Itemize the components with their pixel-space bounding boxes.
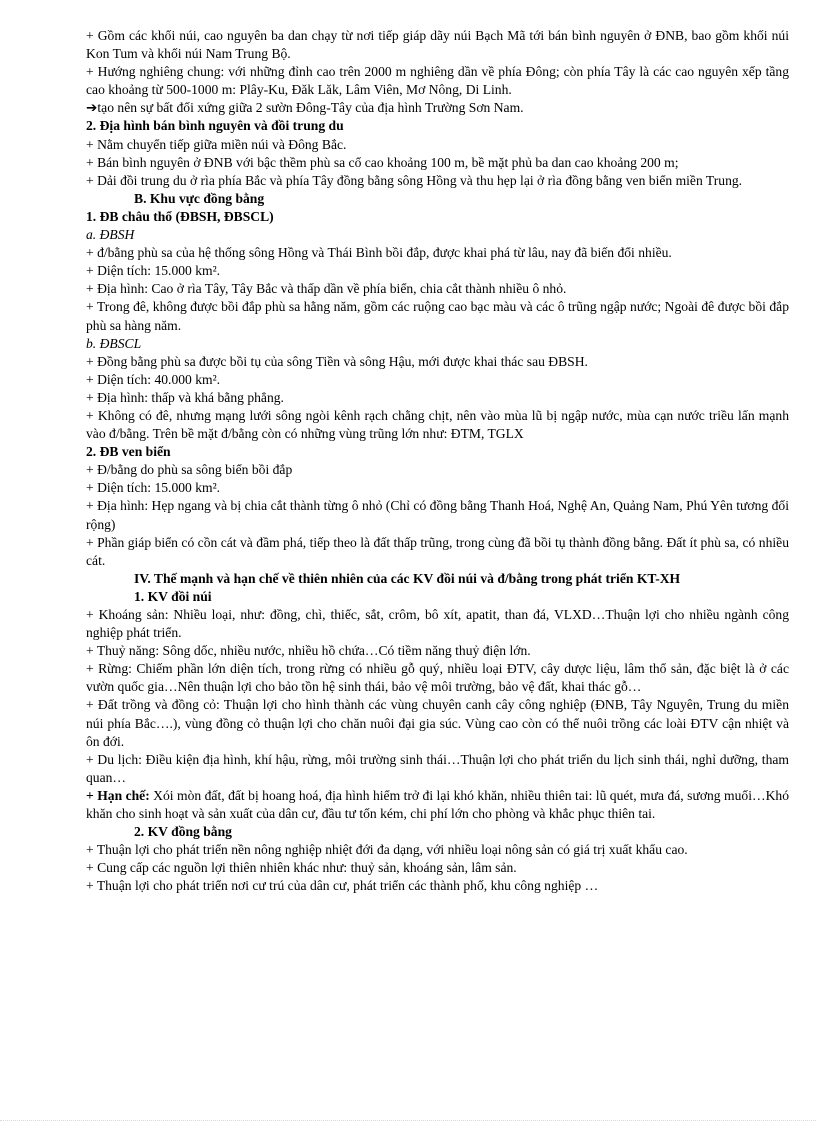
arrow-icon: ➔: [86, 100, 98, 116]
paragraph: [86, 787, 789, 823]
paragraph: + Du lịch: Điều kiện địa hình, khí hậu, rừng, môi trường sinh thái…Thuận lợi cho phát triển du lịch sinh thái, nghỉ dưỡng, tham quan…: [86, 751, 789, 785]
section-heading: 2. Địa hình bán bình nguyên và đồi trung du: [86, 118, 344, 134]
paragraph: + Diện tích: 40.000 km².: [86, 371, 221, 387]
paragraph: + Không có đê, nhưng mạng lưới sông ngòi kênh rạch chằng chịt, nên vào mùa lũ bị ngập nước, mùa cạn nước triều lấn mạnh vào đ/bằng. Trên bề mặt đ/bằng còn có những vùng trũng lớn như: ĐTM, TGLX: [86, 407, 789, 442]
paragraph: + Gồm các khối núi, cao nguyên ba dan chạy từ nơi tiếp giáp dãy núi Bạch Mã tới bán bình nguyên ở ĐNB, bao gồm khối núi Kon Tum và khối núi Nam Trung Bộ.: [86, 28, 789, 62]
section-heading: B. Khu vực đồng bằng: [134, 190, 265, 206]
page-bottom-divider: [0, 1120, 816, 1121]
paragraph: + Thuỷ năng: Sông dốc, nhiều nước, nhiều hồ chứa…Có tiềm năng thuỷ điện lớn.: [86, 643, 531, 659]
paragraph: + Thuận lợi cho phát triển nền nông nghiệp nhiệt đới đa dạng, với nhiều loại nông sản có giá trị xuất khẩu cao.: [86, 842, 688, 858]
paragraph: + Địa hình: thấp và khá bằng phẳng.: [86, 389, 284, 405]
paragraph: + Khoáng sản: Nhiều loại, như: đồng, chì, thiếc, sắt, crôm, bô xít, apatit, than đá, VLXD…Thuận lợi cho nhiều ngành công nghiệp phát triển.: [86, 607, 789, 641]
subsection-label: a. ĐBSH: [86, 227, 135, 243]
subsection-heading: 2. KV đồng bằng: [134, 824, 232, 840]
subsection-heading: 1. ĐB châu thổ (ĐBSH, ĐBSCL): [86, 208, 274, 224]
paragraph: [86, 99, 789, 117]
paragraph: + Thuận lợi cho phát triển nơi cư trú của dân cư, phát triển các thành phố, khu công nghiệp …: [86, 878, 599, 894]
paragraph: + Dải đồi trung du ở rìa phía Bắc và phía Tây đồng bằng sông Hồng và thu hẹp lại ở rìa đồng bằng ven biển miền Trung.: [86, 172, 743, 188]
paragraph: + Đ/bằng do phù sa sông biển bồi đắp: [86, 462, 293, 478]
paragraph: + Địa hình: Hẹp ngang và bị chia cắt thành từng ô nhỏ (Chỉ có đồng bằng Thanh Hoá, Nghệ An, Quảng Nam, Phú Yên tương đối rộng): [86, 498, 789, 532]
paragraph: + Đồng bằng phù sa được bồi tụ của sông Tiền và sông Hậu, mới được khai thác sau ĐBSH.: [86, 353, 588, 369]
paragraph-label: + Hạn chế:: [86, 787, 150, 803]
paragraph: + Rừng: Chiếm phần lớn diện tích, trong rừng có nhiều gỗ quý, nhiều loại ĐTV, cây dược liệu, lâm thổ sản, đặc biệt là ở các vườn quốc gia…Nên thuận lợi cho bảo tồn hệ sinh thái, bảo vệ môi trường, bảo vệ đất, khai thác gỗ…: [86, 661, 789, 695]
subsection-heading: 1. KV đồi núi: [134, 588, 212, 604]
paragraph: + Cung cấp các nguồn lợi thiên nhiên khác như: thuỷ sản, khoáng sản, lâm sản.: [86, 860, 517, 876]
paragraph: + Địa hình: Cao ở rìa Tây, Tây Bắc và thấp dần về phía biển, chia cắt thành nhiều ô nhỏ.: [86, 281, 567, 297]
paragraph: + Nằm chuyển tiếp giữa miền núi và Đông Bắc.: [86, 136, 347, 152]
section-heading: IV. Thế mạnh và hạn chế về thiên nhiên của các KV đồi núi và đ/bằng trong phát triển KT-XH: [134, 570, 681, 586]
subsection-label: b. ĐBSCL: [86, 335, 142, 351]
paragraph: + Diện tích: 15.000 km².: [86, 480, 221, 496]
paragraph-text: Xói mòn đất, đất bị hoang hoá, địa hình hiểm trở đi lại khó khăn, nhiều thiên tai: lũ quét, mưa đá, sương muối…Khó khăn cho sinh hoạt và sản xuất của dân cư, đầu tư tốn kém, chi phí lớn cho phòng và khắc phục thiên tai.: [86, 787, 789, 822]
paragraph: + Đất trồng và đồng cỏ: Thuận lợi cho hình thành các vùng chuyên canh cây công nghiệp (ĐNB, Tây Nguyên, Trung du miền núi phía Bắc….), vùng đồng cỏ thuận lợi cho chăn nuôi đại gia súc. Vùng cao còn có thể nuôi trồng các loài ĐTV cận nhiệt và ôn đới.: [86, 697, 789, 749]
paragraph: + đ/bằng phù sa của hệ thống sông Hồng và Thái Bình bồi đắp, được khai phá từ lâu, nay đã biến đổi nhiều.: [86, 245, 672, 261]
paragraph: + Trong đê, không được bồi đắp phù sa hằng năm, gồm các ruộng cao bạc màu và các ô trũng ngập nước; Ngoài đê được bồi đắp phù sa hàng năm.: [86, 299, 789, 333]
paragraph-text: tạo nên sự bất đối xứng giữa 2 sườn Đông-Tây của địa hình Trường Sơn Nam.: [97, 100, 524, 116]
subsection-heading: 2. ĐB ven biển: [86, 444, 171, 460]
document-page: [86, 27, 789, 896]
paragraph: + Bán bình nguyên ở ĐNB với bậc thềm phù sa cổ cao khoảng 100 m, bề mặt phủ ba dan cao khoảng 200 m;: [86, 154, 679, 170]
paragraph: + Diện tích: 15.000 km².: [86, 263, 221, 279]
paragraph: + Hướng nghiêng chung: với những đỉnh cao trên 2000 m nghiêng dần về phía Đông; còn phía Tây là các cao nguyên xếp tầng cao khoảng từ 500-1000 m: Plây-Ku, Đăk Lăk, Lâm Viên, Mơ Nông, Di Linh.: [86, 64, 789, 98]
paragraph: + Phần giáp biển có cồn cát và đầm phá, tiếp theo là đất thấp trũng, trong cùng đã bồi tụ thành đồng bằng. Đất ít phù sa, có nhiều cát.: [86, 534, 789, 568]
